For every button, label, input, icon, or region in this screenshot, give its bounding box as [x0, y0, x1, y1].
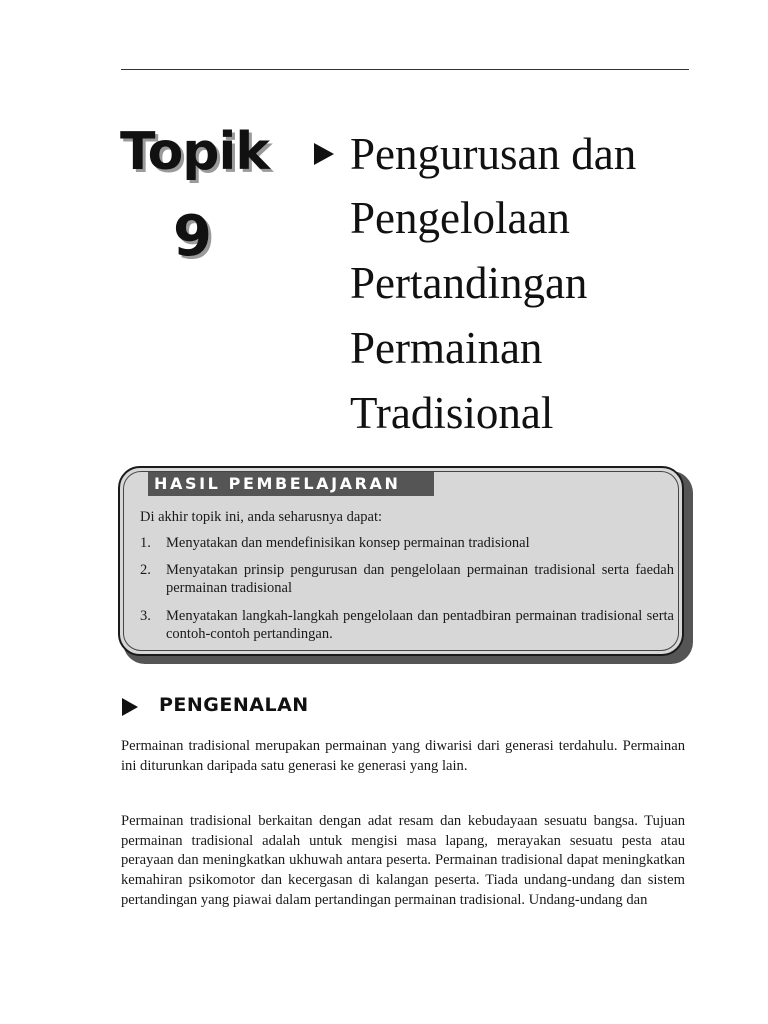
topic-title-line: Tradisional	[350, 388, 554, 438]
outcome-item-number: 3.	[140, 608, 151, 624]
play-arrow-icon	[121, 697, 139, 717]
body-paragraph: Permainan tradisional berkaitan dengan adat resam dan kebudayaan sesuatu bangsa. Tujuan permainan tradisional adalah untuk mengisi masa lapang, merayakan sesuatu pesta atau perayaan dan meningkatkan ukhuwah antara peserta. Permainan tradisional dapat meningkatkan kemahiran psikomotor dan kecergasan di kalangan peserta. Tiada undang-undang dan sistem pertandingan yang piawai dalam pertandingan permainan tradisional. Undang-undang dan	[121, 813, 685, 908]
topic-title-line: Pengurusan dan	[350, 129, 637, 179]
outcome-item-text: Menyatakan prinsip pengurusan dan pengelolaan permainan tradisional serta faedah permainan tradisional	[166, 562, 674, 596]
outcome-item-text: Menyatakan dan mendefinisikan konsep permainan tradisional	[166, 535, 530, 551]
topic-number: 9	[173, 204, 212, 269]
play-arrow-icon	[312, 142, 336, 166]
topic-title-line: Pertandingan	[350, 258, 588, 308]
outcome-item-number: 2.	[140, 562, 151, 578]
outcome-item-text: Menyatakan langkah-langkah pengelolaan dan pentadbiran permainan tradisional serta contoh-contoh pertandingan.	[166, 608, 674, 642]
outcome-item-number: 1.	[140, 535, 151, 551]
body-paragraph: Permainan tradisional merupakan permainan yang diwarisi dari generasi terdahulu. Permainan ini diturunkan daripada satu generasi ke generasi yang lain.	[121, 738, 685, 774]
section-title: PENGENALAN	[159, 694, 309, 716]
topic-label: Topik	[120, 122, 269, 182]
outcomes-intro: Di akhir topik ini, anda seharusnya dapat:	[140, 509, 383, 525]
topic-title-line: Pengelolaan	[350, 193, 570, 243]
top-rule	[121, 69, 689, 70]
topic-title-line: Permainan	[350, 323, 543, 373]
outcomes-header: HASIL PEMBELAJARAN	[148, 472, 434, 496]
